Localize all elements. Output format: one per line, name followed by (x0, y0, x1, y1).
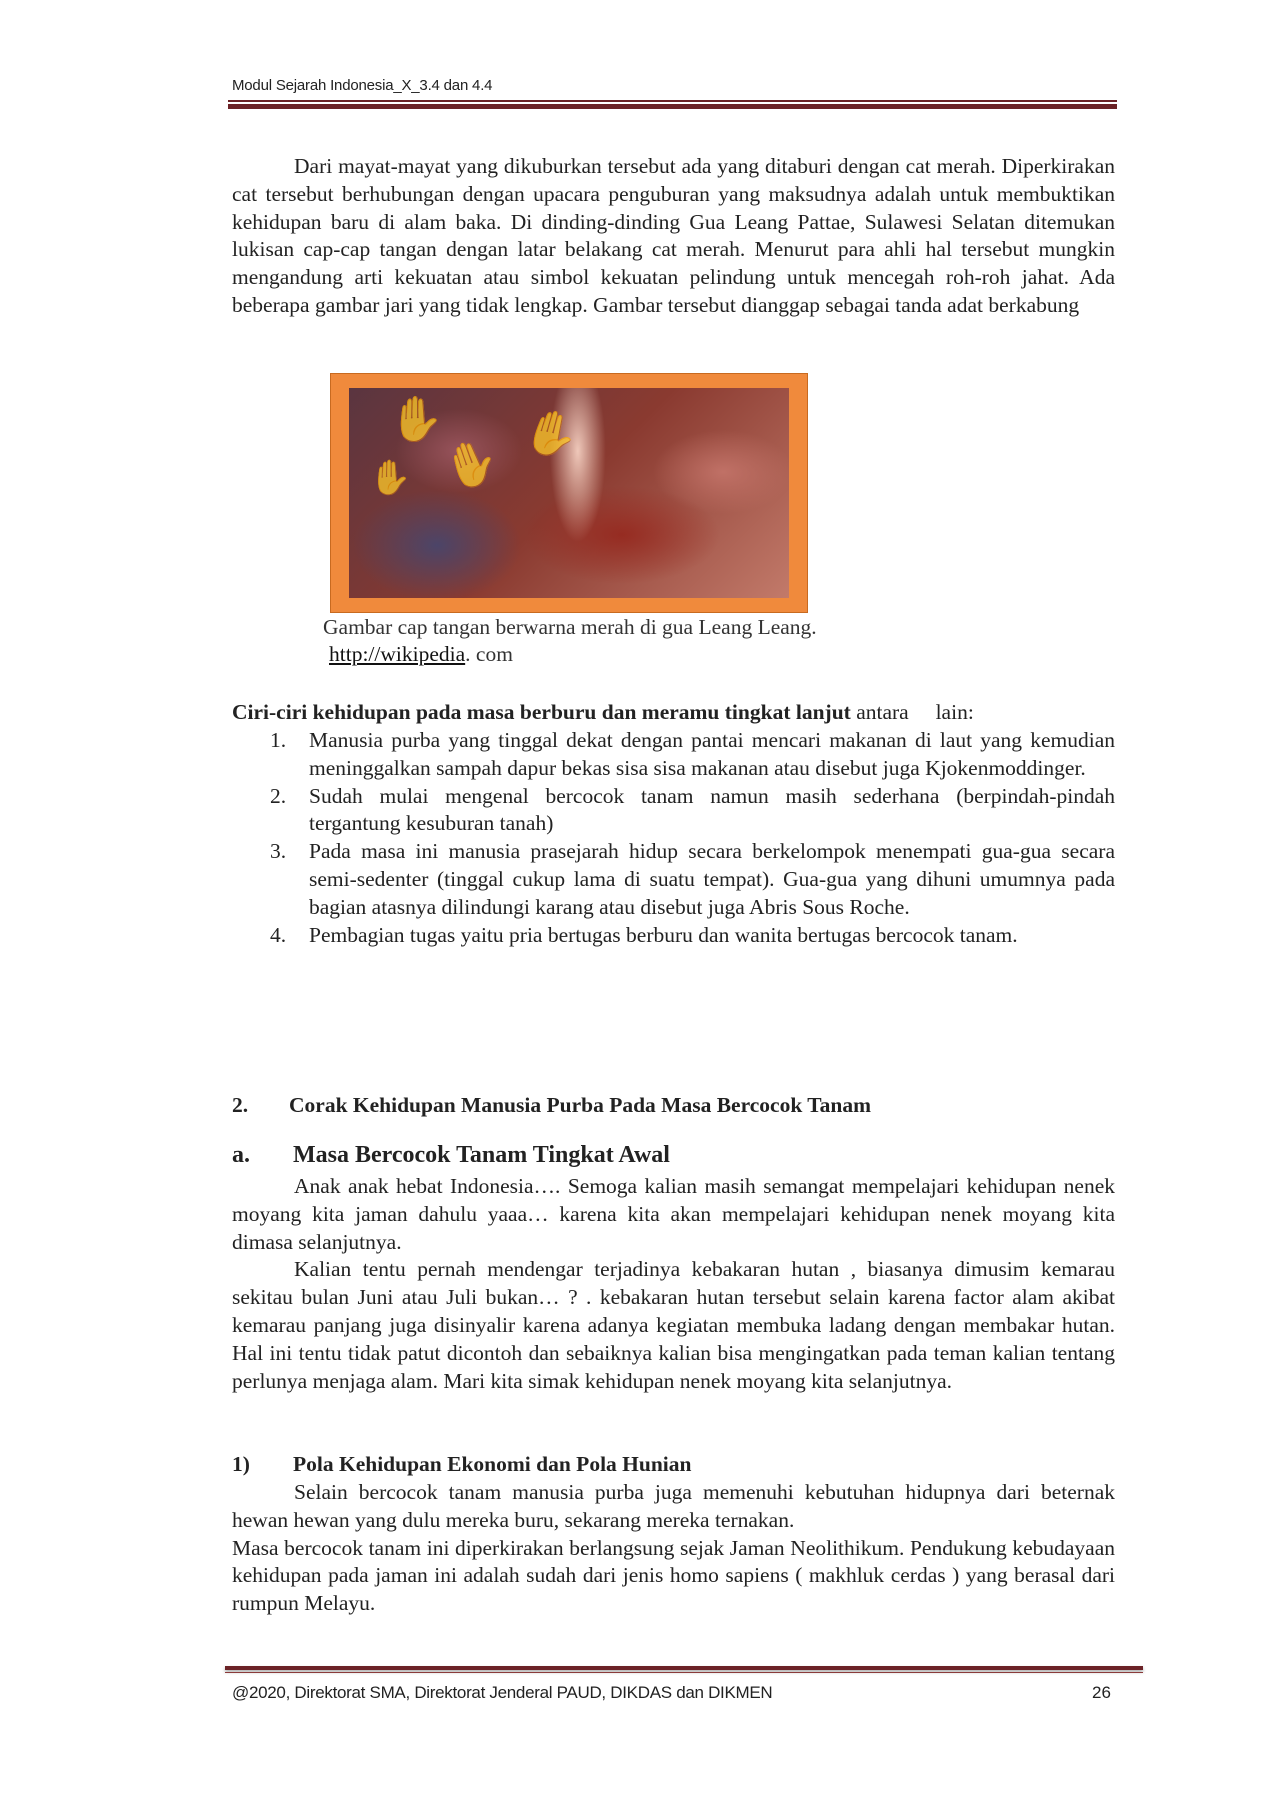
section-title: Masa Bercocok Tanam Tingkat Awal (293, 1142, 670, 1168)
footer-rule (225, 1666, 1143, 1670)
item-number: 3. (270, 839, 287, 864)
section-number: a. (232, 1142, 250, 1168)
list-item (270, 783, 1115, 839)
item-number: 4. (270, 922, 287, 947)
section-1-body (232, 1479, 1115, 1618)
item-number: 2. (270, 783, 287, 808)
paragraph-text: Anak anak hebat Indonesia…. Semoga kalian masih semangat mempelajari kehidupan nenek moyang kita jaman dahulu yaaa… karena kita akan mempelajari kehidupan nenek moyang kita dimasa selanjutnya. (232, 1174, 1115, 1254)
hand-icon: ✋ (518, 403, 585, 466)
item-text: Pada masa ini manusia prasejarah hidup secara berkelompok menempati gua-gua secara semi-sedenter (tinggal cukup lama di suatu tempat). Gua-gua yang dihuni umumnya pada bagian atasnya dilindungi karang atau disebut juga Abris Sous Roche. (309, 839, 1115, 919)
list-item (270, 922, 1115, 950)
list-item (270, 838, 1115, 921)
subsection-heading-a (232, 1142, 670, 1169)
section-number: 1) (232, 1452, 250, 1476)
page-number: 26 (1092, 1683, 1111, 1702)
figure-caption (323, 614, 817, 668)
subsection-heading-1 (232, 1452, 692, 1477)
item-text: Pembagian tugas yaitu pria bertugas berburu dan wanita bertugas bercocok tanam. (309, 922, 1018, 947)
heading-rest: antara lain: (850, 700, 974, 724)
caption-text: Gambar cap tangan berwarna merah di gua Leang Leang. (323, 615, 817, 639)
ciri-list (270, 727, 1115, 949)
section-number: 2. (232, 1093, 249, 1117)
hand-icon: ✋ (437, 432, 506, 497)
list-item (270, 727, 1115, 783)
cave-handprint-image (349, 388, 789, 598)
source-link[interactable]: http://wikipedia (329, 642, 466, 666)
cave-painting-figure (330, 373, 808, 613)
section-heading-2 (232, 1093, 871, 1118)
intro-paragraph (232, 153, 1115, 320)
heading-bold: Ciri-ciri kehidupan pada masa berburu dan meramu tingkat lanjut (232, 700, 851, 724)
hand-icon: ✋ (389, 395, 444, 444)
item-text: Manusia purba yang tinggal dekat dengan pantai mencari makanan di laut yang kemudian meninggalkan sampah dapur bekas sisa sisa makanan atau disebut juga Kjokenmoddinger. (309, 728, 1115, 780)
paragraph-text: Kalian tentu pernah mendengar terjadinya kebakaran hutan , biasanya dimusim kemarau sekitau bulan Juni atau Juli bukan… ? . kebakaran hutan tersebut selain karena factor alam akibat kemarau panjang juga disinyalir karena adanya kegiatan membuka ladang dengan membakar hutan. Hal ini tentu tidak patut dicontoh dan sebaiknya kalian bisa mengingatkan pada teman kalian tentang perlunya menjaga alam. Mari kita simak kehidupan nenek moyang kita selanjutnya. (232, 1257, 1115, 1393)
footer-rule-thin (225, 1672, 1143, 1673)
paragraph-text: Masa bercocok tanam ini diperkirakan berlangsung sejak Jaman Neolithikum. Pendukung kebudayaan kehidupan pada jaman ini adalah sudah dari jenis homo sapiens ( makhluk cerdas ) yang berasal dari rumpun Melayu. (232, 1535, 1115, 1616)
running-header: Modul Sejarah Indonesia_X_3.4 dan 4.4 (232, 77, 493, 94)
hand-icon: ✋ (369, 460, 412, 497)
item-number: 1. (270, 728, 287, 752)
item-text: Sudah mulai mengenal bercocok tanam namun masih sederhana (berpindah-pindah tergantung kesuburan tanah) (309, 783, 1115, 836)
paragraph-text: Dari mayat-mayat yang dikuburkan tersebut ada yang ditaburi dengan cat merah. Diperkirakan cat tersebut berhubungan dengan upacara penguburan yang maksudnya adalah untuk membuktikan kehidupan baru di alam baka. Di dinding-dinding Gua Leang Pattae, Sulawesi Selatan ditemukan lukisan cap-cap tangan dengan latar belakang cat merah. Menurut para ahli hal tersebut mungkin mengandung arti kekuatan atau simbol kekuatan pelindung untuk mencegah roh-roh jahat. Ada beberapa gambar jari yang tidak lengkap. Gambar tersebut dianggap sebagai tanda adat berkabung (232, 154, 1115, 317)
ciri-heading (232, 699, 1115, 727)
section-title: Pola Kehidupan Ekonomi dan Pola Hunian (293, 1452, 692, 1476)
header-rule (228, 100, 1117, 102)
link-suffix: . com (465, 642, 513, 666)
section-a-body (232, 1173, 1115, 1395)
header-rule-thick (228, 104, 1117, 109)
paragraph-text: Selain bercocok tanam manusia purba juga memenuhi kebutuhan hidupnya dari beternak hewan hewan yang dulu mereka buru, sekarang mereka ternakan. (232, 1480, 1115, 1532)
section-title: Corak Kehidupan Manusia Purba Pada Masa Bercocok Tanam (289, 1093, 871, 1117)
footer-copyright: @2020, Direktorat SMA, Direktorat Jenderal PAUD, DIKDAS dan DIKMEN (232, 1683, 773, 1702)
